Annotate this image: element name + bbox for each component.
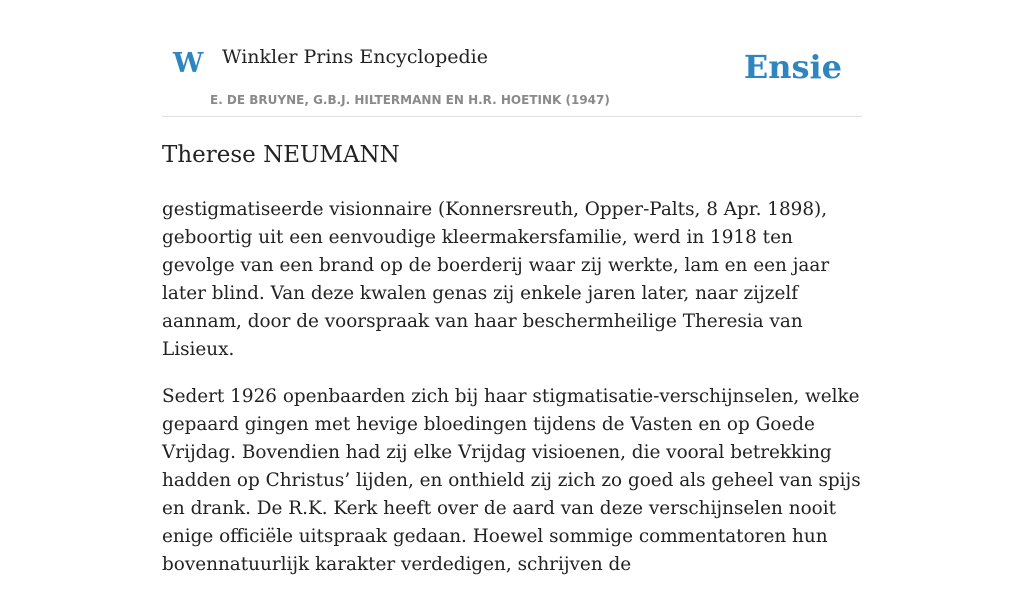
source-title[interactable]: Winkler Prins Encyclopedie [222, 46, 488, 68]
source-logo-icon[interactable]: W [173, 48, 204, 79]
article-title: Therese NEUMANN [162, 142, 400, 168]
site-header [162, 0, 862, 117]
article [162, 138, 862, 598]
article-paragraph: gestigmatiseerde visionnaire (Konnersreuth, Opper-Palts, 8 Apr. 1898), geboortig uit een eenvoudige kleermakersfamilie, werd in 1918 ten gevolge van een brand op de boerderij waar zij werkte, lam en een jaar later blind. Van deze kwalen genas zij enkele jaren later, naar zijzelf aannam, door de voorspraak van haar beschermheilige Theresia van Lisieux. [162, 199, 830, 360]
article-paragraph: Sedert 1926 openbaarden zich bij haar stigmatisatie-verschijnselen, welke gepaard gingen met hevige bloedingen tijdens de Vasten en op Goede Vrijdag. Bovendien had zij elke Vrijdag visioenen, die vooral betrekking hadden op Christus’ lijden, en onthield zij zich zo goed als geheel van spijs en drank. De R.K. Kerk heeft over de aard van deze verschijnselen nooit enige officiële uitspraak gedaan. Hoewel sommige commentatoren hun bovennatuurlijk karakter verdedigen, schrijven de [162, 386, 861, 575]
source-authors: E. DE BRUYNE, G.B.J. HILTERMANN EN H.R. HOETINK (1947) [210, 93, 610, 107]
ensie-logo[interactable]: Ensie [743, 48, 842, 86]
